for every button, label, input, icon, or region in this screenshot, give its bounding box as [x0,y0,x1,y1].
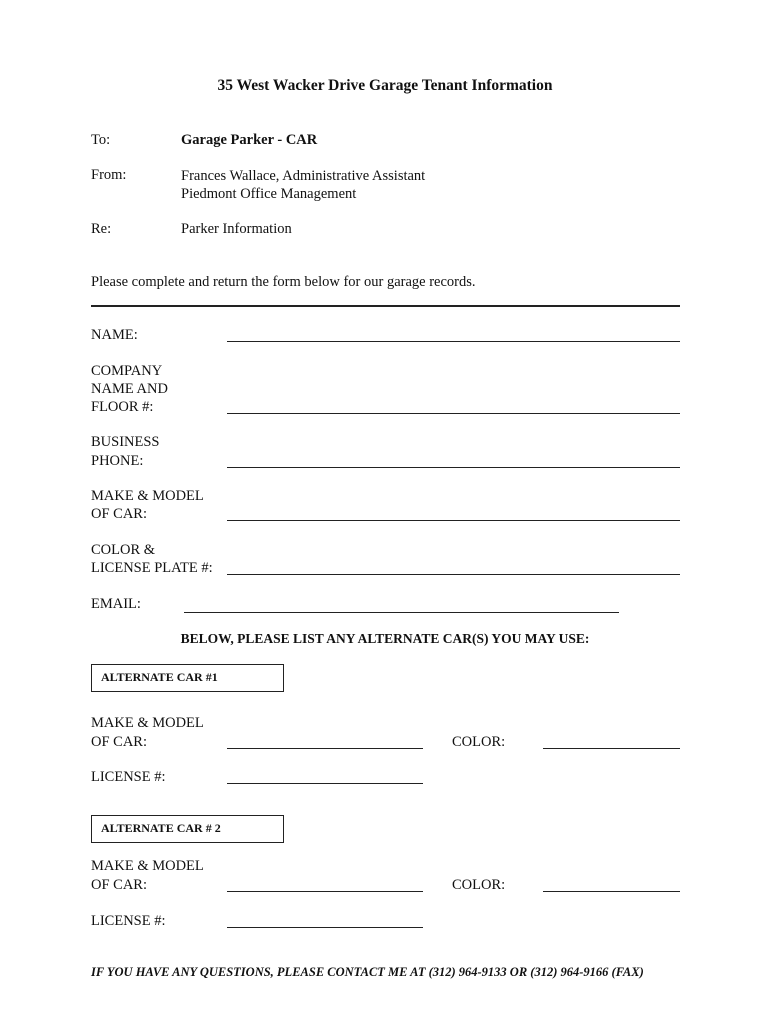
email-field[interactable] [184,612,619,613]
alt2-make-label-line2: OF CAR: [91,877,148,893]
alt2-license-field[interactable] [227,927,423,928]
alt2-make-label-line1: MAKE & MODEL [91,858,204,874]
make-model-label-line2: OF CAR: [91,506,148,522]
make-model-field[interactable] [227,520,680,521]
color-plate-label-line2: LICENSE PLATE #: [91,560,213,576]
alt1-color-label: COLOR: [452,734,506,750]
to-label: To: [91,132,111,148]
re-label: Re: [91,221,112,237]
business-phone-label-line1: BUSINESS [91,434,160,450]
name-field[interactable] [227,341,680,342]
alt1-license-field[interactable] [227,783,423,784]
from-value-line2: Piedmont Office Management [181,186,357,202]
alternate-car-1-box: ALTERNATE CAR #1 [91,664,284,692]
alt2-license-label: LICENSE #: [91,913,166,929]
from-value-line1: Frances Wallace, Administrative Assistant [181,168,426,184]
company-label-line1: COMPANY [91,363,163,379]
alt1-make-label-line2: OF CAR: [91,734,148,750]
page-title: 35 West Wacker Drive Garage Tenant Information [217,77,553,94]
alt1-license-label: LICENSE #: [91,769,166,785]
alt1-make-field[interactable] [227,748,423,749]
name-label: NAME: [91,327,138,343]
re-value: Parker Information [181,221,292,237]
alt1-make-label-line1: MAKE & MODEL [91,715,204,731]
make-model-label-line1: MAKE & MODEL [91,488,204,504]
business-phone-field[interactable] [227,467,680,468]
from-label: From: [91,167,127,183]
alt2-make-field[interactable] [227,891,423,892]
alt2-color-label: COLOR: [452,877,506,893]
section-divider [91,305,680,307]
to-value: Garage Parker - CAR [181,132,318,148]
business-phone-label-line2: PHONE: [91,453,144,469]
alt2-color-field[interactable] [543,891,680,892]
color-plate-field[interactable] [227,574,680,575]
instructions-text: Please complete and return the form below for our garage records. [91,274,476,290]
color-plate-label-line1: COLOR & [91,542,156,558]
alternate-car-2-box: ALTERNATE CAR # 2 [91,815,284,843]
company-floor-field[interactable] [227,413,680,414]
alternate-cars-heading: BELOW, PLEASE LIST ANY ALTERNATE CAR(S) YOU MAY USE: [180,631,590,646]
email-label: EMAIL: [91,596,141,612]
contact-footer: IF YOU HAVE ANY QUESTIONS, PLEASE CONTACT ME AT (312) 964-9133 OR (312) 964-9166 (FAX) [91,965,644,979]
company-label-line2: NAME AND [91,381,168,397]
company-label-line3: FLOOR #: [91,399,154,415]
alt1-color-field[interactable] [543,748,680,749]
